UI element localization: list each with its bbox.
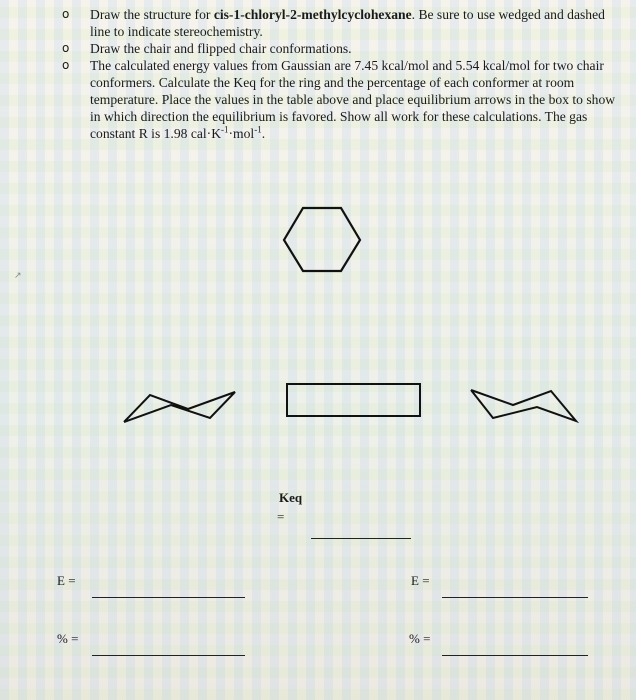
stray-mark: ↗: [14, 270, 22, 280]
instruction-text: The calculated energy values from Gaussian are 7.45 kcal/mol and 5.54 kcal/mol for two chair conformers. Calculate the Keq for the ring and the percentage of each conformer at room temperature. Place the values in the table above and place equilibrium arrows in the box to show in which direction the equilibrium is favored. Show all work for these calculations. The gas constant R is 1.98 cal·K: [90, 58, 616, 141]
instruction-text: Draw the structure for: [90, 7, 214, 22]
right-percent-label: % =: [409, 631, 431, 646]
flipped-chair-conformer-icon[interactable]: [471, 390, 576, 421]
compound-name: cis-1-chloryl-2-methylcyclohexane: [213, 7, 412, 22]
left-energy-blank[interactable]: [92, 597, 245, 598]
keq-equals: =: [277, 509, 285, 524]
superscript: -1: [254, 124, 262, 135]
instruction-text: . Be sure to use wedged and dashed line to indicate stereochemistry.: [90, 7, 605, 39]
instruction-text: ·mol: [228, 126, 255, 141]
left-percent-blank[interactable]: [92, 655, 245, 656]
superscript: -1: [221, 124, 229, 135]
right-energy-blank[interactable]: [442, 597, 588, 598]
bullet-icon: o: [62, 41, 70, 55]
bullet-icon: o: [62, 58, 70, 72]
left-energy-label: E =: [57, 573, 76, 588]
keq-label: Keq: [279, 490, 303, 505]
equilibrium-box[interactable]: [287, 384, 420, 416]
hexagon-ring-icon[interactable]: [284, 208, 360, 271]
right-percent-blank[interactable]: [442, 655, 588, 656]
instruction-text: Draw the chair and flipped chair conformations.: [90, 41, 352, 56]
chair-conformer-icon[interactable]: [124, 392, 235, 422]
instruction-text: .: [261, 126, 266, 141]
left-percent-label: % =: [57, 631, 79, 646]
right-energy-label: E =: [411, 573, 430, 588]
keq-answer-blank[interactable]: [311, 538, 411, 539]
bullet-icon: o: [62, 7, 70, 21]
